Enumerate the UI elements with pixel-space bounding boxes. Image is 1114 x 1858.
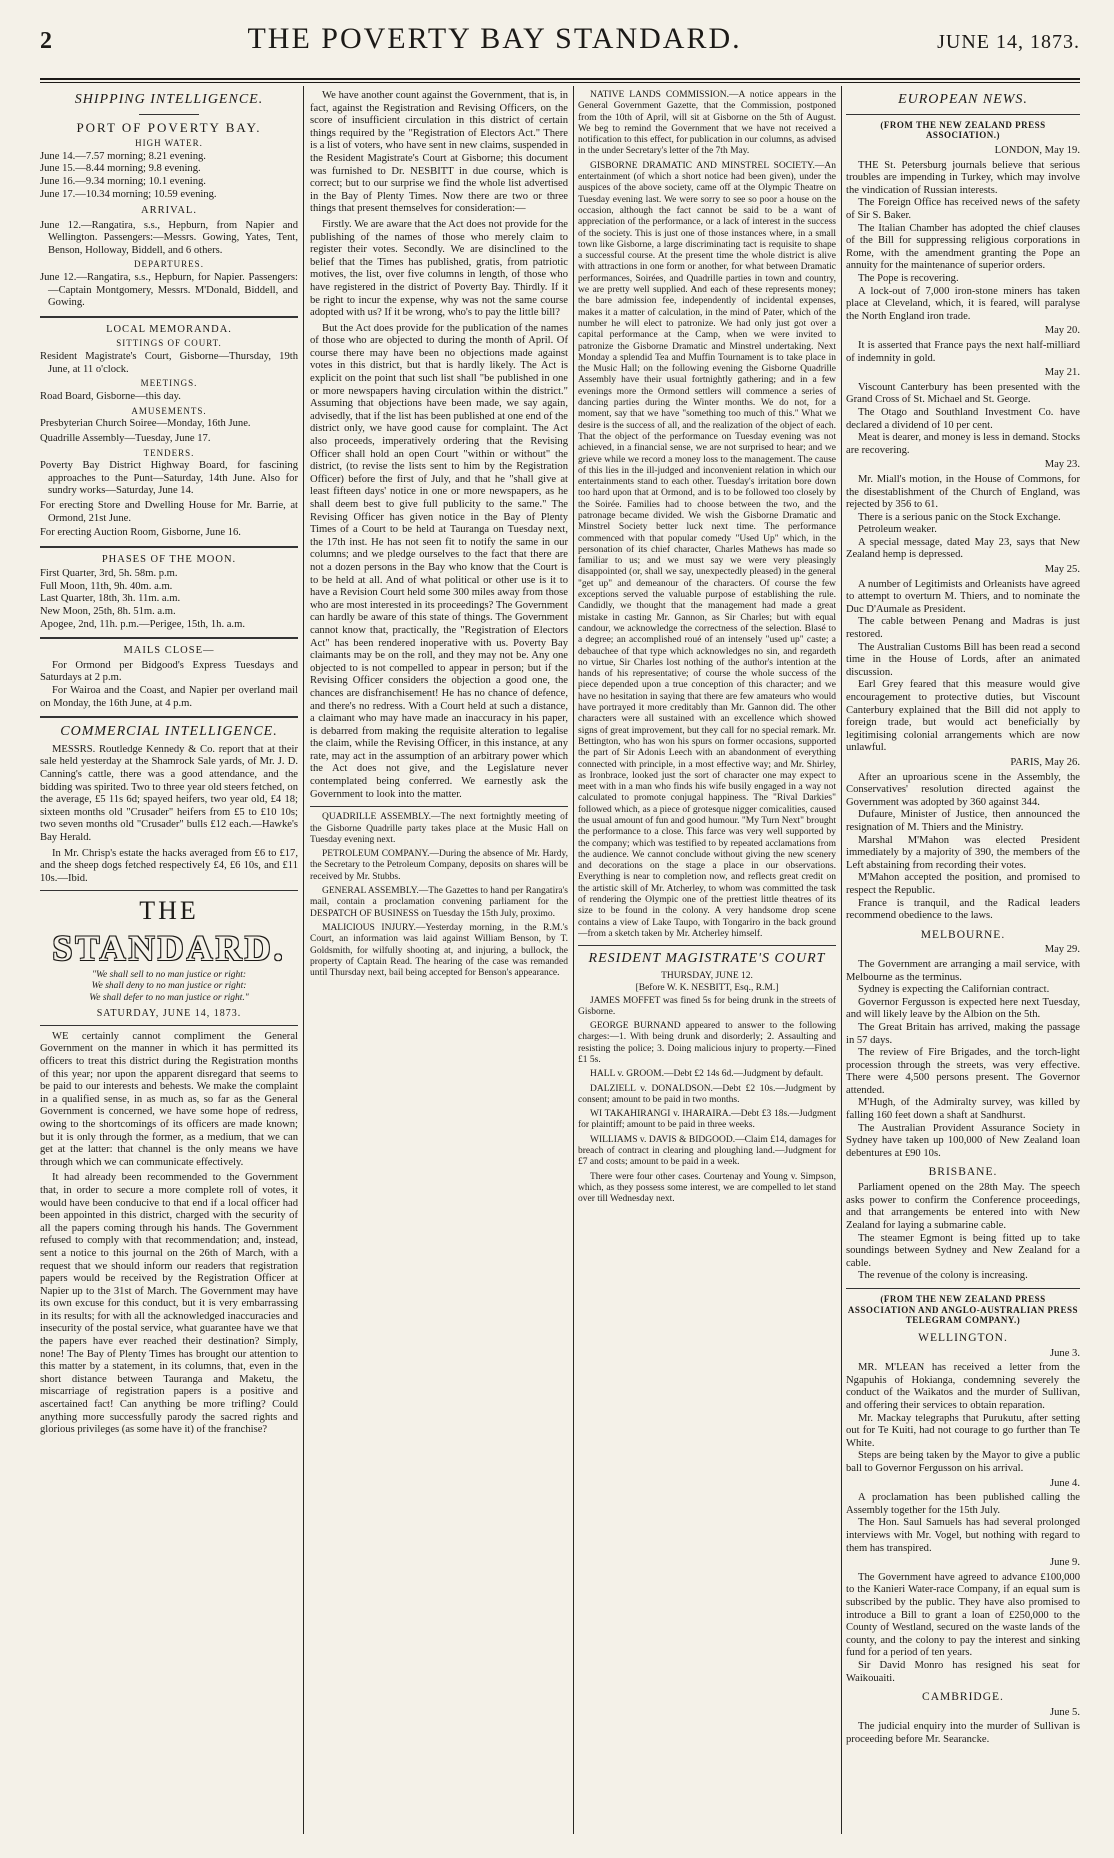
news-item: The Government have agreed to advance £100,000 to the Kanieri Water-race Company, if an equal sum is subscribed by the public. They have also promised to introduce a Bill to grant a loan of £250,000 to the County of Westland, secured on the waste lands of the county, and the colony to pay the interest and sinking fund for a period of ten years. xyxy=(846,1571,1080,1659)
section-rule xyxy=(846,1288,1080,1289)
tide-line: June 17.—10.34 morning; 10.59 evening. xyxy=(40,188,217,200)
news-item: The Hon. Saul Samuels has had several prolonged interviews with Mr. Vogel, but nothing with regard to them has transpired. xyxy=(846,1517,1080,1554)
news-item: The Italian Chamber has adopted the chief clauses of the Bill for suppressing religious corporations in Rome, with the amendment granting the Pope an annuity for the maintenance of superior orders. xyxy=(846,222,1080,272)
news-item: The Great Britain has arrived, making the passage in 57 days. xyxy=(846,1021,1080,1046)
page-title: THE POVERTY BAY STANDARD. xyxy=(247,22,742,55)
news-item: M'Mahon accepted the position, and promised to respect the Republic. xyxy=(846,872,1080,896)
section-rule xyxy=(310,806,568,807)
high-water-heading: HIGH WATER. xyxy=(135,138,203,149)
news-item: The Pope is recovering. xyxy=(858,273,959,284)
news-item: Mr. Mackay telegraphs that Purukutu, after setting out for Te Kuiti, had not courage to go further than Te White. xyxy=(846,1412,1080,1449)
memoranda-entry: Quadrille Assembly—Tuesday, June 17. xyxy=(40,432,211,444)
news-item: There is a serious panic on the Stock Exchange. xyxy=(858,511,1061,523)
news-date: May 25. xyxy=(1044,564,1080,576)
masthead xyxy=(40,22,1080,80)
news-item: The Foreign Office has received news of the safety of Sir S. Baker. xyxy=(846,197,1080,222)
local-note: GISBORNE DRAMATIC AND MINSTREL SOCIETY.—An entertainment (of which a short notice had been given), under the auspices of the above society, came off at the Olympic Theatre on Tuesday evening last. We were sorry to see so poor a house on the occasion, although the fact cannot be said to be a want of appreciation of the performance, or a lack of interest in the success of the society. This is just one of those instances where, in a small town like Gisborne, a large discriminating tact is requisite to shape a successful course. At the present time the whole district is alive with attractions in one form or another, for what between Dramatic performances, Soirées, and Quadrille parties in town and country, we are pretty well supplied. And each of these represents money; the bare admission fee, independently of incidental expenses, makes it a matter of calculation, in the mind of Pater, which of the number he will elect to patronize. We had only just got over a capital performance at the Camp, when we were invited to patronize the Gisborne Dramatic and Minstrel undertaking. Next Monday a splendid Tea and Muffin Tournament is to take place in the Music Hall; on the following evening the Gisborne Quadrille Assembly have their usual fortnightly gathering; and in a few evenings more the Ormond settlers will commence a series of dancing parties during the Winter months. We do not, for a moment, say that we have "something too much of this." What we desire is the success of all, and the realization of the object of each. That the object of the performance on Tuesday evening was not achieved, in a financial sense, we are not surprised to hear; and we grieve while we record a money loss to the management. The cause of this lies in the ill-judged and inconvenient relation in which our entertainments stand to each other. Tuesday's irritation bore down too hard upon that at Ormond, and is to be followed too closely by the Soirée. Families had to choose between the two, and the patronage became divided. We wish the Gisborne Dramatic and Minstrel Society better luck next time. The performance commenced with that popular comedy "Used Up" which, in the personation of its chief character, Charles Mathews has made so familiar to us; and we must say we were very pleasingly disappointed (or, shall we say, unexpectedly pleased) in the general "get up" and demeanour of the characters. Of course the few exceptions served the valuable purpose of establishing the rule. Candidly, we thought that the management had made a great mistake in casting Mr. Gannon, as Sir Charles; but with equal candour, we acknowledge the correctness of the selection. Blasé to a degree; an accomplished roué of an intensely "used up" caste; a debauchee of that type which acknowledges no sin, and regardeth no virtue, Sir Charles lost nothing of the author's intention at the hands of his representative; of course the whole success of the piece depended upon a true conception of this character; and we have no hesitation in saying that there are few amateurs who would have portrayed it more creditably than Mr. Gannon did. The other characters were all sustained with an excellence which showed signs of great improvement, but they call for no special remark. Mr. Bettington, who has won his spurs on former occasions, supported the part of Sir Adonis Leech with an abandonment of everything connected with principle, in a most effective way; and Mr. Shirley, as Ironbrace, looked just the sort of character one may expect to meet with in a man who finds his wife busily engaged in a way not calculated to promote conjugal happiness. The "Rival Darkies" followed which, as a piece of grotesque nigger comicalities, caused the usual amount of fun and good humour. "My Turn Next" brought the performance to a close. This farce was very well supported by the company; which was testified to by repeated acclamations from the audience. We cannot conclude without giving the new scenery and decorations on the stage a place in our observations. Everything is near to completion now, and reflects great credit on the artistic skill of Mr. Atcherley, to whom was committed the task of rendering the Olympic one of the prettiest little theatres of its size to be found in the colony. A very handsome drop scene contains a view of Lake Taupo, with Tongariro in the back ground—from a sketch taken by Mr. Atcherley himself. xyxy=(578,160,836,939)
court-case: HALL v. GROOM.—Debt £2 14s 6d.—Judgment by default. xyxy=(590,1069,824,1080)
news-item: M'Hugh, of the Admiralty survey, was killed by falling 160 feet down a shaft at Sandhurst. xyxy=(846,1097,1080,1122)
local-note: PETROLEUM COMPANY.—During the absence of Mr. Hardy, the Secretary to the Petroleum Company, deposits on shares will be received by Mr. Stubbs. xyxy=(310,849,568,882)
amusements-heading: AMUSEMENTS. xyxy=(131,405,207,416)
news-item: Meat is dearer, and money is less in demand. Stocks are recovering. xyxy=(846,432,1080,456)
arrival-entry: June 12.—Rangatira, s.s., Hepburn, from Napier and Wellington. Passengers:—Messrs. Gowing, Yates, Tent, Benson, Holloway, Biddell, and 6 others. xyxy=(40,219,298,256)
memoranda-entry: For erecting Store and Dwelling House for Mr. Barrie, at Ormond, 21st June. xyxy=(40,500,298,524)
news-item: The Australian Customs Bill has been read a second time in the House of Lords, after an animated discussion. xyxy=(846,641,1080,678)
commercial-paragraph: MESSRS. Routledge Kennedy & Co. report that at their sale held yesterday at the Shamrock Sale yards, of Mr. J. D. Canning's cattle, there was a good attendance, and the bidding was spirited. Two to three year old steers fetched, on the average, £5 11s 6d; spayed heifers, two year old, £4 18; sixteen months old "Crusader" heifers from £5 to £10 10s; two seven months old "Crusader" bulls £12 each.—Hawke's Bay Herald. xyxy=(40,743,298,843)
local-note: QUADRILLE ASSEMBLY.—The next fortnightly meeting of the Gisborne Quadrille party takes place at the Music Hall on Tuesday evening next. xyxy=(310,812,568,845)
leader-paragraph: Firstly. We are aware that the Act does not provide for the publishing of the names of those who merely claim to register their votes. Secondly. We are disinclined to the belief that the Times has published, gratis, from patriotic motives, the list, over five columns in length, of those who have registered in the district of Poverty Bay. Thirdly. If it be right to incur the expense, why was not the same course adopted with us? If it be wrong, who's to pay the little bill? xyxy=(310,218,568,319)
news-date: June 9. xyxy=(1049,1557,1080,1569)
association-credit: (FROM THE NEW ZEALAND PRESS ASSOCIATION AND ANGLO-AUSTRALIAN PRESS TELEGRAM COMPANY.) xyxy=(847,1293,1079,1326)
standard-the: THE xyxy=(139,896,199,926)
news-item: The Government are arranging a mail service, with Melbourne as the terminus. xyxy=(846,958,1080,983)
section-rule xyxy=(40,716,298,718)
moon-line: New Moon, 25th, 8h. 51m. a.m. xyxy=(40,606,176,618)
moon-heading: PHASES OF THE MOON. xyxy=(101,553,237,565)
news-date: May 21. xyxy=(1044,367,1080,379)
moon-line: Apogee, 2nd, 11h. p.m.—Perigee, 15th, 1h. a.m. xyxy=(40,618,245,630)
news-date: June 3. xyxy=(1049,1347,1080,1359)
news-item: The Otago and Southland Investment Co. have declared a dividend of 10 per cent. xyxy=(846,406,1080,431)
news-item: After an uproarious scene in the Assembly, the Conservatives' resolution directed against the Government was adopted by 360 against 344. xyxy=(846,771,1080,808)
memoranda-entry: Presbyterian Church Soiree—Monday, 16th June. xyxy=(40,418,251,430)
section-rule xyxy=(578,945,836,946)
leader-paragraph: We have another count against the Government, that is, in fact, against the Registration and Revising Officers, on the score of insufficient circulation in this district of certain things required by the "Registration of Electors Act." There is a list of voters, who have sent in new claims, suspended in the Resident Magistrate's Court at Gisborne; this document was furnished to Dr. NESBITT in due course, which is correct; but to our surprise we find the whole list advertised in the Bay of Plenty Times. Now there are two or three things that present themselves for consideration:— xyxy=(310,90,568,215)
news-date: May 29. xyxy=(1044,944,1080,956)
shipping-heading: SHIPPING INTELLIGENCE. xyxy=(74,92,264,107)
local-note: GENERAL ASSEMBLY.—The Gazettes to hand per Rangatira's mail, contain a proclamation convening parliament for the DESPATCH OF BUSINESS on Tuesday the 15th July, proximo. xyxy=(310,886,568,919)
news-date: May 23. xyxy=(1044,459,1080,471)
tide-line: June 16.—9.34 morning; 10.1 evening. xyxy=(40,176,206,188)
departure-entry: June 12.—Rangatira, s.s., Hepburn, for Napier. Passengers:—Captain Montgomery, Messrs. M'Donald, Biddell, and Gowing. xyxy=(40,272,298,309)
memoranda-entry: Resident Magistrate's Court, Gisborne—Thursday, 19th June, at 11 o'clock. xyxy=(40,351,298,375)
news-item: The revenue of the colony is increasing. xyxy=(858,1270,1028,1282)
court-case: DALZIELL v. DONALDSON.—Debt £2 10s.—Judgment by consent; amount to be paid in two months. xyxy=(578,1083,836,1105)
news-item: THE St. Petersburg journals believe that serious troubles are impending in Turkey, which may involve the vindication of Russian interests. xyxy=(846,159,1080,196)
moon-line: Full Moon, 11th, 9h. 40m. a.m. xyxy=(40,580,173,592)
column-divider xyxy=(573,86,574,1834)
section-rule xyxy=(40,1025,298,1026)
news-item: Sydney is expecting the Californian contract. xyxy=(858,984,1050,996)
column-2 xyxy=(310,90,568,1834)
news-item: Parliament opened on the 28th May. The speech asks power to confirm the Conference proceedings, and that arrangements be entered into with New Zealand for laying a submarine cable. xyxy=(846,1182,1080,1231)
commercial-paragraph: In Mr. Chrisp's estate the hacks averaged from £6 to £17, and the sheep dogs fetched respectively £4, £6 10s, and £11 10s.—Ibid. xyxy=(40,847,298,884)
news-item: Mr. Miall's motion, in the House of Commons, for the disestablishment of the Church of England, was rejected by 356 to 61. xyxy=(846,473,1080,511)
court-case: JAMES MOFFET was fined 5s for being drunk in the streets of Gisborne. xyxy=(578,995,836,1017)
news-item: France is tranquil, and the Radical leaders recommend obedience to the laws. xyxy=(846,897,1080,922)
court-bench: [Before W. K. NESBITT, Esq., R.M.] xyxy=(635,983,779,994)
london-dateline: LONDON, May 19. xyxy=(994,145,1080,157)
news-item: Dufaure, Minister of Justice, then announced the resignation of M. Thiers and the Ministry. xyxy=(846,809,1080,833)
section-rule xyxy=(846,114,1080,115)
column-divider xyxy=(303,86,304,1834)
news-item: A lock-out of 7,000 iron-stone miners has taken place at Cleveland, which, it is feared, will paralyse the North England iron trade. xyxy=(846,285,1080,322)
court-heading: RESIDENT MAGISTRATE'S COURT xyxy=(588,951,826,967)
news-item: Steps are being taken by the Mayor to give a public ball to Governor Fergusson on his arrival. xyxy=(846,1450,1080,1474)
mails-entry: For Ormond per Bidgood's Express Tuesdays and Saturdays at 2 p.m. xyxy=(40,659,298,684)
local-note: MALICIOUS INJURY.—Yesterday morning, in the R.M.'s Court, an information was laid against William Benson, by T. Goldsmith, for wilfully shooting at, and injuring, a bullock, the property of Captain Read. The hearing of the case was remanded until Thursday next, bail being accepted for Benson's appearance. xyxy=(310,922,568,979)
news-item: Earl Grey feared that this measure would give encouragement to protective duties, but Viscount Canterbury explained that the Bill did not apply to foreign trade, but would act beneficially by legitimising colonial arrangements which are now unlawful. xyxy=(846,679,1080,754)
masthead-rule xyxy=(40,82,1080,83)
mails-heading: MAILS CLOSE— xyxy=(123,645,215,657)
news-item: Viscount Canterbury has been presented with the Grand Cross of St. Michael and St. George. xyxy=(846,381,1080,406)
column-4 xyxy=(846,90,1080,1834)
court-case: GEORGE BURNAND appeared to answer to the following charges:—1. With being drunk and disorderly; 2. Assaulting and resisting the police; 3. Doing malicious injury to property.—Fined £1 5s. xyxy=(578,1021,836,1065)
european-heading: EUROPEAN NEWS. xyxy=(898,92,1028,107)
divider xyxy=(139,114,199,115)
news-item: The Australian Provident Assurance Society in Sydney have taken up 100,000 of New Zealand loan debentures at £90 10s. xyxy=(846,1122,1080,1159)
sittings-heading: SITTINGS OF COURT. xyxy=(116,338,222,349)
news-item: A special message, dated May 23, says that New Zealand hemp is depressed. xyxy=(846,536,1080,561)
news-date: May 20. xyxy=(1044,325,1080,337)
motto-line: We shall deny to no man justice or right: xyxy=(91,981,247,992)
news-item: MR. M'LEAN has received a letter from the Ngapuhis of Hokianga, condemning severely the conduct of the Waikatos and the murder of Sullivan, and offering their services to obtain reparation. xyxy=(846,1362,1080,1412)
arrival-heading: ARRIVAL. xyxy=(141,205,197,217)
moon-line: First Quarter, 3rd, 5h. 58m. p.m. xyxy=(40,568,178,580)
news-date: June 4. xyxy=(1049,1477,1080,1489)
news-date: June 5. xyxy=(1049,1706,1080,1718)
association-credit: (FROM THE NEW ZEALAND PRESS ASSOCIATION.) xyxy=(880,119,1046,141)
column-3 xyxy=(578,90,836,1834)
section-rule xyxy=(40,637,298,639)
news-item: A number of Legitimists and Orleanists have agreed to attempt to overturn M. Thiers, and to nominate the Duc D'Aumale as President. xyxy=(846,578,1080,615)
tenders-heading: TENDERS. xyxy=(143,447,195,458)
court-case: WI TAKAHIRANGI v. IHARAIRA.—Debt £3 18s.—Judgment for plaintiff; amount to be paid in three weeks. xyxy=(578,1109,836,1131)
brisbane-heading: BRISBANE. xyxy=(928,1166,998,1179)
tide-line: June 15.—8.44 morning; 9.8 evening. xyxy=(40,163,201,175)
news-item: The review of Fire Brigades, and the torch-light procession through the streets, was very effective. There were 4,500 persons present. The Governor attended. xyxy=(846,1047,1080,1096)
news-item: A proclamation has been published calling the Assembly together for the 15th July. xyxy=(846,1492,1080,1516)
standard-nameplate: STANDARD. xyxy=(52,928,286,969)
cambridge-heading: CAMBRIDGE. xyxy=(922,1691,1004,1704)
leader-paragraph: But the Act does provide for the publication of the names of those who are objected to during the month of April. Of course there may have been no objections made against votes in this district, but that is hardly likely. The Act is explicit on the point that such list shall "be published in one or more newspapers having circulation within the district." Assuming that objections have been made, we say again, advisedly, that if the list has been published at one end of the district only, we have good cause for complaint. The Act also proceeds, imperatively ordering that the Revising Officer shall hold an open Court "within or without" the district, (to revise the lists sent to him by the Registration Officer) before the first of July, and that he "shall give at least fifteen days' notice in one or more newspapers, as he shall deem best to give full publicity to the same." The Revising Officer has given notice in the Bay of Plenty Times of a Court to be held at Tauranga on Tuesday next, the 17th inst. He has not seen fit to notify the same in our columns; and we pledge ourselves to the fact that there are not a dozen persons in the Bay who know that the Court is to be held at all. And of what political or other use is it to have a Revision Court held some 300 miles away from those who are most interested in its proceedings? The Government can hardly be aware of this state of things. The Government cannot know that, practically, the "Registration of Electors Act" has been rendered inoperative with us. Poverty Bay claimants may be on the roll, and they may not be. Any one objected to is not compelled to appear in person; but if the Revising Officer considers the objection a good one, the chances are disfranchisement! He has no chance of defence, and there's no redress. With a Court held at such a distance, a claimant who may have made an inaccuracy in his paper, is debarred from making the requisite alteration to legalise the claim, while the Revising Officer, in this instance, at any rate, may act in the assumption of an arbitrary power which the Act does not give, and the Legislature never contemplated being conferred. We earnestly ask the Government to look into the matter. xyxy=(310,322,568,800)
section-rule xyxy=(40,890,298,891)
news-item: Marshal M'Mahon was elected President immediately by a majority of 390, the members of the Left abstaining from recording their votes. xyxy=(846,834,1080,871)
commercial-heading: COMMERCIAL INTELLIGENCE. xyxy=(60,724,278,740)
news-item: It is asserted that France pays the next half-milliard of indemnity in gold. xyxy=(846,339,1080,364)
leader-paragraph: It had already been recommended to the Government that, in order to secure a more complete roll of votes, it would have been conducive to that end if a local officer had been appointed in this district, charged with the security of all the papers coming through his hands. The Government refused to comply with that recommendation; and, instead, sent a notice to this journal on the 26th of March, with a request that we should inform our readers that registration papers would be received by the Registration Officer at Napier up to the 31st of March. The Government may have its own excuse for this conduct, but it is very embarrassing in its results; for with all the acknowledged inaccuracies and insecurity of the postal service, what guarantee have we that the papers have ever reached their destination? Simply, none! The Bay of Plenty Times has brought our attention to this matter by a statement, in its columns, that, even in the short distance between Tauranga and Maketu, the miscarriage of registration papers is a positive and ascertained fact! Can anything be more trifling? Could anything more successfully parody the sacred rights and glorious privileges (as some have it) of the franchise? xyxy=(40,1172,298,1436)
court-case: There were four other cases. Courtenay and Young v. Simpson, which, as they possess some interest, we are compelled to let stand over till Wednesday next. xyxy=(578,1171,836,1205)
port-heading: PORT OF POVERTY BAY. xyxy=(76,119,262,135)
court-date: THURSDAY, JUNE 12. xyxy=(661,970,753,981)
moon-line: Last Quarter, 18th, 3h. 11m. a.m. xyxy=(40,593,181,605)
news-item: The judicial enquiry into the murder of Sullivan is proceeding before Mr. Searancke. xyxy=(846,1721,1080,1745)
news-item: Governor Fergusson is expected here next Tuesday, and will likely leave by the Albion on the 5th. xyxy=(846,996,1080,1021)
news-item: The cable between Penang and Madras is just restored. xyxy=(846,616,1080,641)
meetings-heading: MEETINGS. xyxy=(140,378,198,389)
news-item: Sir David Monro has resigned his seat for Waikouaiti. xyxy=(846,1659,1080,1684)
local-note: NATIVE LANDS COMMISSION.—A notice appears in the General Government Gazette, that the Commission, postponed from the 10th of April, will sit at Gisborne on the 5th of August. We beg to remind the Government that we have not received a notification to this effect, for publication in our columns, as advised in the under Secretary's letter of the 7th May. xyxy=(578,90,836,157)
news-item: Petroleum weaker. xyxy=(858,524,937,536)
issue-date: JUNE 14, 1873. xyxy=(937,31,1080,53)
court-case: WILLIAMS v. DAVIS & BIDGOOD.—Claim £14, damages for breach of contract in clearing and ploughing land.—Judgment for £7 and costs; amount to be paid in a week. xyxy=(578,1134,836,1168)
departures-heading: DEPARTURES. xyxy=(134,259,204,270)
column-divider xyxy=(841,86,842,1834)
leader-dateline: SATURDAY, JUNE 14, 1873. xyxy=(96,1007,242,1019)
memoranda-entry: For erecting Auction Room, Gisborne, June 16. xyxy=(40,527,241,539)
memoranda-entry: Road Board, Gisborne—this day. xyxy=(40,391,181,403)
tide-line: June 14.—7.57 morning; 8.21 evening. xyxy=(40,150,206,162)
page-number: 2 xyxy=(40,28,52,54)
wellington-heading: WELLINGTON. xyxy=(918,1331,1008,1344)
leader-paragraph: WE certainly cannot compliment the General Government on the manner in which it has permitted its officers to treat this district during the Registration months of this year; nor upon the apparent disregard that seems to be paid to our interests and behests. We make the complaint in a qualified sense, in as much as, so far as the General Government is concerned, we have some hope of redress, owing to the shortcomings of its officers are made known; but it is only through the former, as a medium, that we can get at the latter: that channel is the only means we have through which we can communicate effectively. xyxy=(40,1030,298,1168)
motto-line: We shall defer to no man justice or right." xyxy=(89,992,249,1003)
mails-entry: For Wairoa and the Coast, and Napier per overland mail on Monday, the 16th June, at 4 p.m. xyxy=(40,684,298,709)
paris-dateline: PARIS, May 26. xyxy=(1010,756,1080,768)
melbourne-heading: MELBOURNE. xyxy=(920,928,1006,941)
motto-line: "We shall sell to no man justice or right: xyxy=(91,970,247,981)
section-rule xyxy=(40,546,298,548)
news-item: The steamer Egmont is being fitted up to take soundings between Sydney and New Zealand for a cable. xyxy=(846,1232,1080,1269)
section-rule xyxy=(40,316,298,318)
memoranda-entry: Poverty Bay District Highway Board, for fascining approaches to the Punt—Saturday, 14th June. Also for sundry works—Saturday, June 14. xyxy=(40,460,298,497)
memoranda-heading: LOCAL MEMORANDA. xyxy=(106,323,232,335)
column-1 xyxy=(40,90,298,1834)
